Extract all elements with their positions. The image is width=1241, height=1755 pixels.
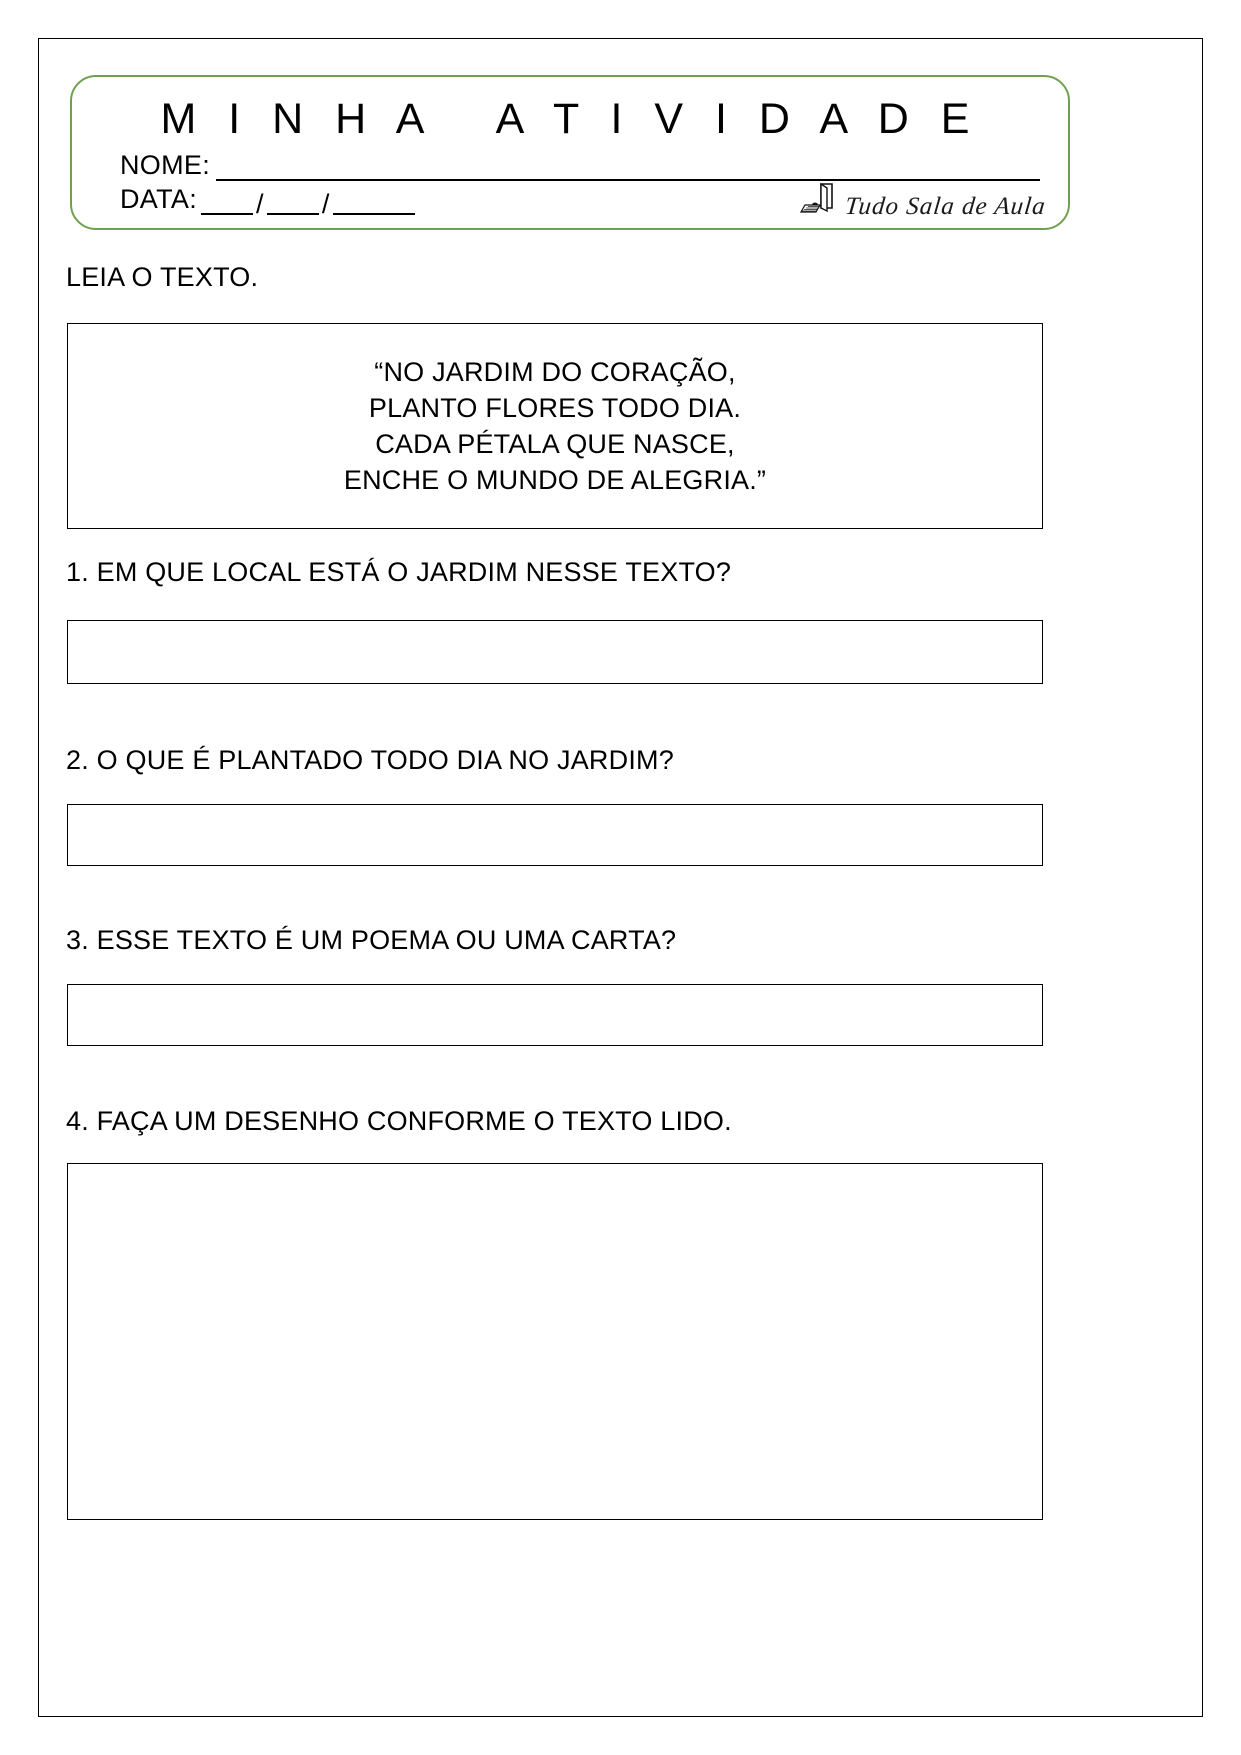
brand-name: Tudo Sala de Aula [844, 193, 1048, 220]
date-day-input[interactable] [201, 191, 253, 215]
date-field-row [120, 184, 415, 219]
page-title: M I N H A A T I V I D A D E [160, 95, 980, 143]
date-year-input[interactable] [333, 191, 415, 215]
name-label: NOME: [120, 150, 211, 180]
question-3-text: 3. ESSE TEXTO É UM POEMA OU UMA CARTA? [66, 925, 677, 955]
date-separator-2: / [321, 189, 330, 219]
name-input-line[interactable] [216, 155, 1040, 181]
question-4-text: 4. FAÇA UM DESENHO CONFORME O TEXTO LIDO. [66, 1106, 732, 1136]
question-3-answer-box[interactable] [67, 984, 1043, 1046]
date-label: DATA: [120, 184, 198, 214]
poem-line: ENCHE O MUNDO DE ALEGRIA.” [343, 465, 767, 495]
header-card [70, 75, 1070, 230]
instruction-text: LEIA O TEXTO. [66, 262, 259, 292]
name-field-row [120, 150, 1040, 181]
question-1-answer-box[interactable] [67, 620, 1043, 684]
question-4-drawing-box[interactable] [67, 1163, 1043, 1520]
brand-logo [799, 181, 1046, 222]
question-2-text: 2. O QUE É PLANTADO TODO DIA NO JARDIM? [66, 745, 674, 775]
reading-text-box [67, 323, 1043, 529]
poem-line: “NO JARDIM DO CORAÇÃO, [374, 357, 736, 387]
poem-line: CADA PÉTALA QUE NASCE, [375, 429, 735, 459]
open-book-icon [799, 181, 841, 222]
date-month-input[interactable] [267, 191, 319, 215]
question-2-answer-box[interactable] [67, 804, 1043, 866]
poem-line: PLANTO FLORES TODO DIA. [368, 393, 742, 423]
question-1-text: 1. EM QUE LOCAL ESTÁ O JARDIM NESSE TEXTO? [66, 557, 732, 587]
date-separator-1: / [256, 189, 264, 219]
